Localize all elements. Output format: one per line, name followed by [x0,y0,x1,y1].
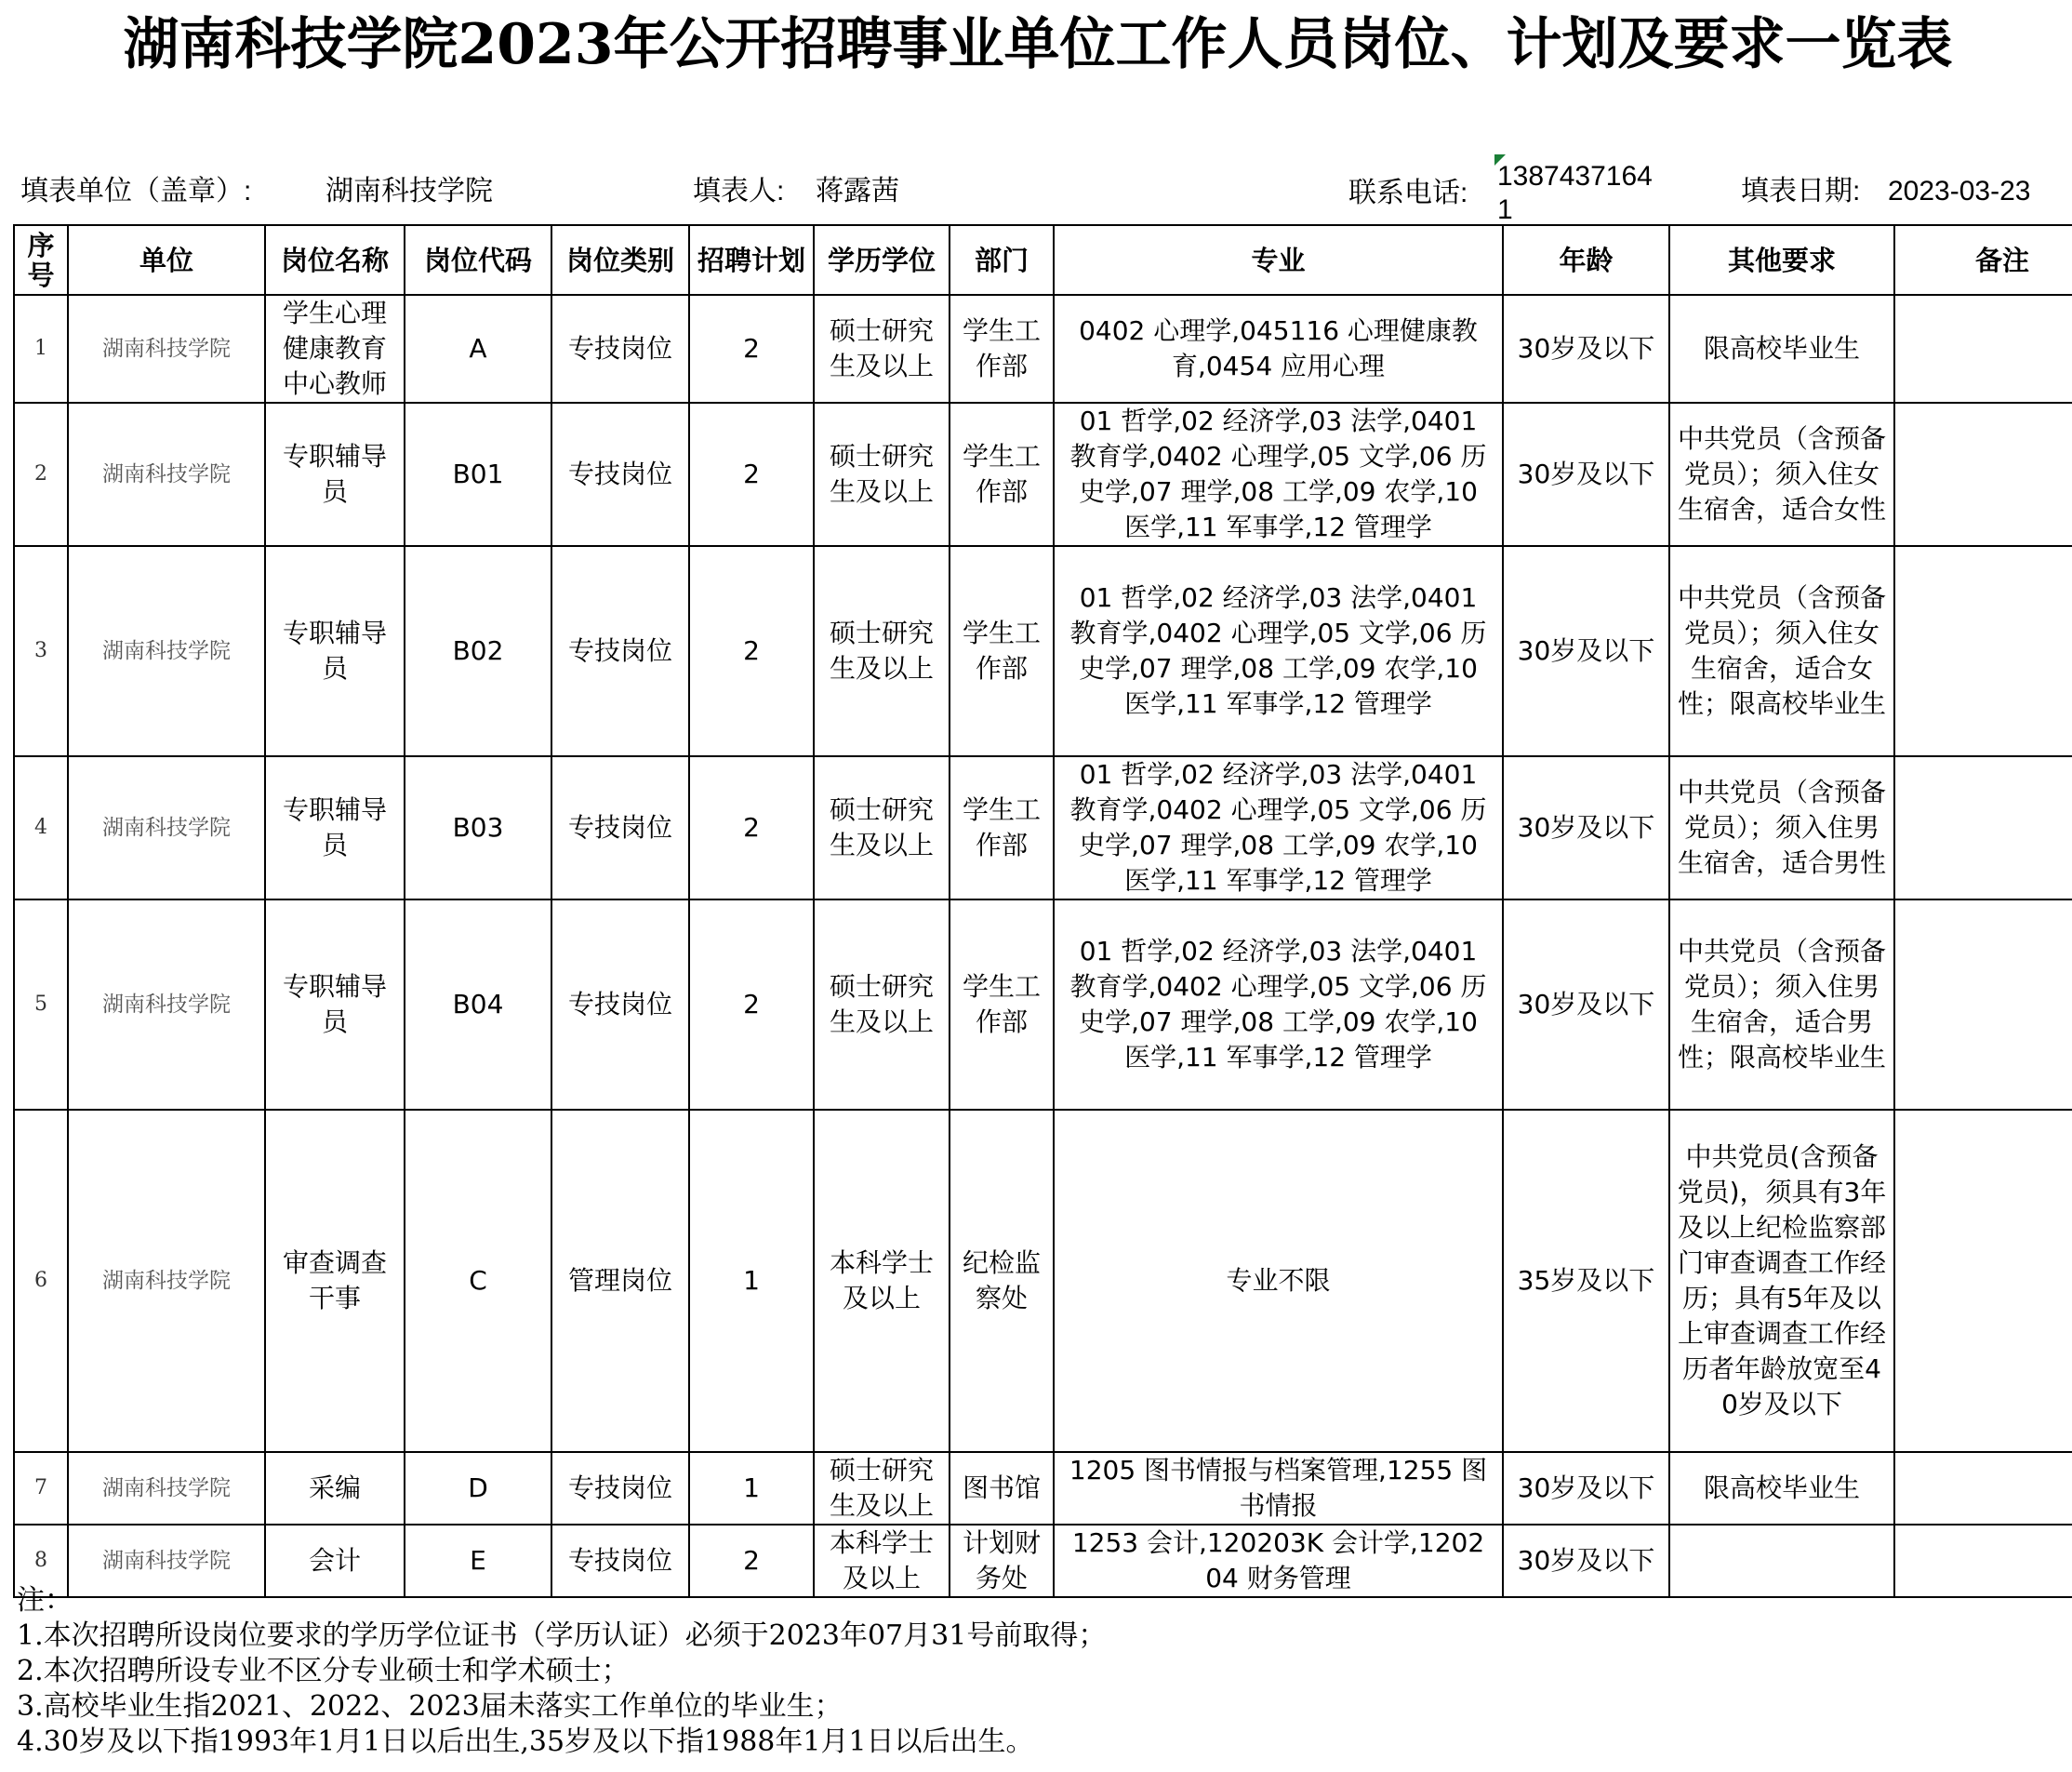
phone-label: 联系电话: [1348,178,1468,208]
major-cell: 1205 图书情报与档案管理,1255 图书情报 [1054,1452,1503,1525]
post-code-cell: B02 [405,546,551,756]
seq-cell: 8 [14,1525,68,1597]
post-code-cell: B04 [405,899,551,1110]
post-category-cell: 专技岗位 [551,756,689,899]
age-cell: 30岁及以下 [1503,403,1669,546]
header-cell: 专业 [1054,225,1503,295]
header-cell: 岗位代码 [405,225,551,295]
department-cell: 学生工作部 [950,899,1054,1110]
header-cell: 部门 [950,225,1054,295]
post-category-cell: 专技岗位 [551,403,689,546]
seq-cell: 5 [14,899,68,1110]
seq-cell: 2 [14,403,68,546]
age-cell: 30岁及以下 [1503,899,1669,1110]
phone-value-line2: 1 [1497,194,1513,225]
remark-cell [1894,1110,2072,1452]
comment-marker-icon [1494,154,1506,166]
date-label: 填表日期: [1741,176,1861,207]
age-cell: 30岁及以下 [1503,1452,1669,1525]
major-cell: 01 哲学,02 经济学,03 法学,0401 教育学,0402 心理学,05 文学,06 历史学,07 理学,08 工学,09 农学,10 医学,11 军事学,12 管理学 [1054,403,1503,546]
unit-cell: 湖南科技学院 [68,295,265,403]
major-cell: 1253 会计,120203K 会计学,120204 财务管理 [1054,1525,1503,1597]
notes-section [17,1583,2063,1760]
degree-cell: 本科学士及以上 [814,1525,950,1597]
department-cell: 学生工作部 [950,295,1054,403]
degree-cell: 硕士研究生及以上 [814,403,950,546]
page-title: 湖南科技学院2023年公开招聘事业单位工作人员岗位、计划及要求一览表 [123,12,1953,77]
seq-cell: 4 [14,756,68,899]
unit-value: 湖南科技学院 [325,176,493,207]
note-item: 3.高校毕业生指2021、2022、2023届未落实工作单位的毕业生； [17,1690,843,1723]
post-category-cell: 专技岗位 [551,295,689,403]
post-category-cell: 专技岗位 [551,1452,689,1525]
header-cell: 其他要求 [1669,225,1894,295]
table-row [14,295,2072,403]
post-category-cell: 专技岗位 [551,546,689,756]
post-code-cell: C [405,1110,551,1452]
header-cell: 岗位名称 [265,225,405,295]
degree-cell: 硕士研究生及以上 [814,546,950,756]
post-name-cell: 会计 [265,1525,405,1597]
header-cell: 序号 [14,225,68,295]
other-requirements-cell: 限高校毕业生 [1669,295,1894,403]
post-category-cell: 管理岗位 [551,1110,689,1452]
table-row [14,1452,2072,1525]
age-cell: 30岁及以下 [1503,295,1669,403]
header-cell: 学历学位 [814,225,950,295]
post-code-cell: A [405,295,551,403]
other-requirements-cell: 中共党员（含预备党员）；须入住男生宿舍，适合男性；限高校毕业生 [1669,899,1894,1110]
remark-cell [1894,899,2072,1110]
major-cell: 01 哲学,02 经济学,03 法学,0401 教育学,0402 心理学,05 文学,06 历史学,07 理学,08 工学,09 农学,10 医学,11 军事学,12 管理学 [1054,756,1503,899]
remark-cell [1894,295,2072,403]
filler-value: 蒋露茜 [816,176,899,207]
remark-cell [1894,546,2072,756]
seq-cell: 6 [14,1110,68,1452]
post-name-cell: 专职辅导员 [265,403,405,546]
remark-cell [1894,403,2072,546]
other-requirements-cell: 中共党员（含预备党员）；须入住女生宿舍，适合女性 [1669,403,1894,546]
department-cell: 纪检监察处 [950,1110,1054,1452]
table-row [14,403,2072,546]
post-name-cell: 审查调查干事 [265,1110,405,1452]
unit-cell: 湖南科技学院 [68,756,265,899]
table-row [14,899,2072,1110]
post-name-cell: 专职辅导员 [265,899,405,1110]
header-cell: 岗位类别 [551,225,689,295]
unit-cell: 湖南科技学院 [68,403,265,546]
other-requirements-cell: 限高校毕业生 [1669,1452,1894,1525]
post-category-cell: 专技岗位 [551,899,689,1110]
age-cell: 35岁及以下 [1503,1110,1669,1452]
department-cell: 计划财务处 [950,1525,1054,1597]
remark-cell [1894,1452,2072,1525]
filler-label: 填表人: [693,176,785,207]
note-item: 4.30岁及以下指1993年1月1日以后出生,35岁及以下指1988年1月1日以后出生。 [17,1725,1034,1758]
seq-cell: 3 [14,546,68,756]
post-name-cell: 专职辅导员 [265,546,405,756]
post-code-cell: B03 [405,756,551,899]
phone-value-line1: 1387437164 [1497,161,1653,192]
plan-count-cell: 1 [689,1452,814,1525]
major-cell: 01 哲学,02 经济学,03 法学,0401 教育学,0402 心理学,05 文学,06 历史学,07 理学,08 工学,09 农学,10 医学,11 军事学,12 管理学 [1054,546,1503,756]
degree-cell: 硕士研究生及以上 [814,295,950,403]
plan-count-cell: 2 [689,546,814,756]
unit-cell: 湖南科技学院 [68,546,265,756]
age-cell: 30岁及以下 [1503,546,1669,756]
post-name-cell: 学生心理健康教育中心教师 [265,295,405,403]
table-row [14,756,2072,899]
plan-count-cell: 2 [689,403,814,546]
degree-cell: 硕士研究生及以上 [814,756,950,899]
header-cell: 招聘计划 [689,225,814,295]
age-cell: 30岁及以下 [1503,1525,1669,1597]
header-cell: 年龄 [1503,225,1669,295]
plan-count-cell: 2 [689,295,814,403]
post-code-cell: D [405,1452,551,1525]
header-cell: 单位 [68,225,265,295]
seq-cell: 7 [14,1452,68,1525]
post-category-cell: 专技岗位 [551,1525,689,1597]
note-item: 1.本次招聘所设岗位要求的学历学位证书（学历认证）必须于2023年07月31号前取得； [17,1619,1107,1652]
recruitment-table [13,224,2072,1598]
major-cell: 专业不限 [1054,1110,1503,1452]
notes-heading: 注： [17,1584,73,1617]
unit-cell: 湖南科技学院 [68,1110,265,1452]
post-code-cell: E [405,1525,551,1597]
table-header-row [14,225,2072,295]
seq-cell: 1 [14,295,68,403]
header-cell: 备注 [1894,225,2072,295]
date-value: 2023-03-23 [1888,176,2031,207]
degree-cell: 硕士研究生及以上 [814,1452,950,1525]
table-row [14,546,2072,756]
other-requirements-cell: 中共党员（含预备党员）；须入住男生宿舍，适合男性 [1669,756,1894,899]
other-requirements-cell: 中共党员（含预备党员）；须入住女生宿舍，适合女性；限高校毕业生 [1669,546,1894,756]
post-code-cell: B01 [405,403,551,546]
remark-cell [1894,756,2072,899]
other-requirements-cell: 中共党员(含预备党员)，须具有3年及以上纪检监察部门审查调查工作经历；具有5年及以上审查调查工作经历者年龄放宽至40岁及以下 [1669,1110,1894,1452]
department-cell: 学生工作部 [950,546,1054,756]
form-meta [0,161,2072,231]
department-cell: 学生工作部 [950,756,1054,899]
plan-count-cell: 1 [689,1110,814,1452]
plan-count-cell: 2 [689,1525,814,1597]
department-cell: 图书馆 [950,1452,1054,1525]
plan-count-cell: 2 [689,899,814,1110]
table-row [14,1110,2072,1452]
note-item: 2.本次招聘所设专业不区分专业硕士和学术硕士； [17,1655,630,1687]
post-name-cell: 专职辅导员 [265,756,405,899]
major-cell: 01 哲学,02 经济学,03 法学,0401 教育学,0402 心理学,05 文学,06 历史学,07 理学,08 工学,09 农学,10 医学,11 军事学,12 管理学 [1054,899,1503,1110]
unit-cell: 湖南科技学院 [68,899,265,1110]
unit-label: 填表单位（盖章）: [20,176,252,207]
post-name-cell: 采编 [265,1452,405,1525]
unit-cell: 湖南科技学院 [68,1452,265,1525]
age-cell: 30岁及以下 [1503,756,1669,899]
department-cell: 学生工作部 [950,403,1054,546]
unit-cell: 湖南科技学院 [68,1525,265,1597]
major-cell: 0402 心理学,045116 心理健康教育,0454 应用心理 [1054,295,1503,403]
degree-cell: 本科学士及以上 [814,1110,950,1452]
plan-count-cell: 2 [689,756,814,899]
degree-cell: 硕士研究生及以上 [814,899,950,1110]
